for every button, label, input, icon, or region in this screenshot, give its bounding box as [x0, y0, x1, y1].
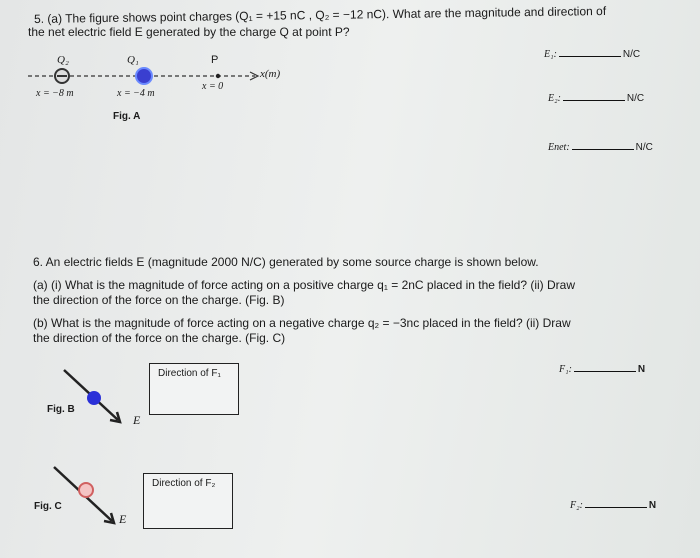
p-label: P — [211, 54, 219, 66]
fig-a-caption: Fig. A — [113, 111, 141, 122]
direction-f2-label: Direction of F₂ — [152, 478, 216, 489]
enet-blank[interactable] — [572, 149, 634, 150]
e1-label: E₁: — [544, 49, 557, 60]
enet-unit: N/C — [635, 142, 653, 153]
answer-enet — [548, 139, 653, 153]
enet-label: Enet: — [548, 142, 570, 153]
negative-charge-c — [79, 483, 93, 497]
fig-b-caption: Fig. B — [47, 404, 75, 415]
f2-blank[interactable] — [585, 507, 647, 508]
q6-text-line1: 6. An electric fields E (magnitude 2000 N/C) generated by some source charge is shown below. — [33, 255, 539, 269]
e1-unit: N/C — [622, 49, 641, 60]
positive-charge-b — [87, 391, 101, 405]
f2-unit: N — [648, 500, 657, 511]
e1-blank[interactable] — [559, 56, 621, 57]
fig-c-caption: Fig. C — [34, 501, 62, 512]
answer-f2 — [570, 497, 656, 511]
point-p — [216, 74, 220, 78]
q1-positive-charge — [136, 68, 152, 84]
fig-b-field-label: E — [133, 413, 141, 427]
f1-unit: N — [637, 364, 646, 375]
e2-label: E₂: — [548, 93, 561, 104]
e2-unit: N/C — [626, 93, 645, 104]
direction-f1-label: Direction of F₁ — [158, 368, 221, 379]
answer-e2 — [548, 90, 644, 104]
direction-f2-box[interactable] — [143, 473, 233, 529]
q2-label: Q₂ — [57, 54, 69, 66]
f2-label: F₂: — [570, 500, 583, 511]
q5-text-line2: the net electric field E generated by the charge Q at point P? — [28, 25, 350, 39]
p-position: x = 0 — [202, 81, 224, 92]
fig-c-field-label: E — [119, 512, 127, 526]
axis-label: x(m) — [260, 68, 281, 80]
q6-text-line3: the direction of the force on the charge. (Fig. B) — [33, 293, 285, 307]
q2-position: x = −8 m — [36, 88, 74, 99]
q5-text-line1: 5. (a) The figure shows point charges (Q₁ = +15 nC , Q₂ = −12 nC). What are the magnitude and direction of — [33, 4, 607, 26]
answer-f1 — [559, 361, 645, 375]
q6-text-line2: (a) (i) What is the magnitude of force acting on a positive charge q₁ = 2nC placed in the field? (ii) Draw — [33, 278, 575, 292]
e2-blank[interactable] — [563, 100, 625, 101]
direction-f1-box[interactable] — [149, 363, 239, 415]
f1-blank[interactable] — [574, 371, 636, 372]
q6-text-line5: the direction of the force on the charge. (Fig. C) — [33, 331, 286, 345]
q1-label: Q₁ — [127, 54, 139, 66]
q1-position: x = −4 m — [117, 88, 155, 99]
f1-label: F₁: — [559, 364, 572, 375]
answer-e1 — [544, 46, 640, 60]
q6-text-line4: (b) What is the magnitude of force acting on a negative charge q₂ = −3nc placed in the field? (ii) Draw — [33, 316, 571, 330]
